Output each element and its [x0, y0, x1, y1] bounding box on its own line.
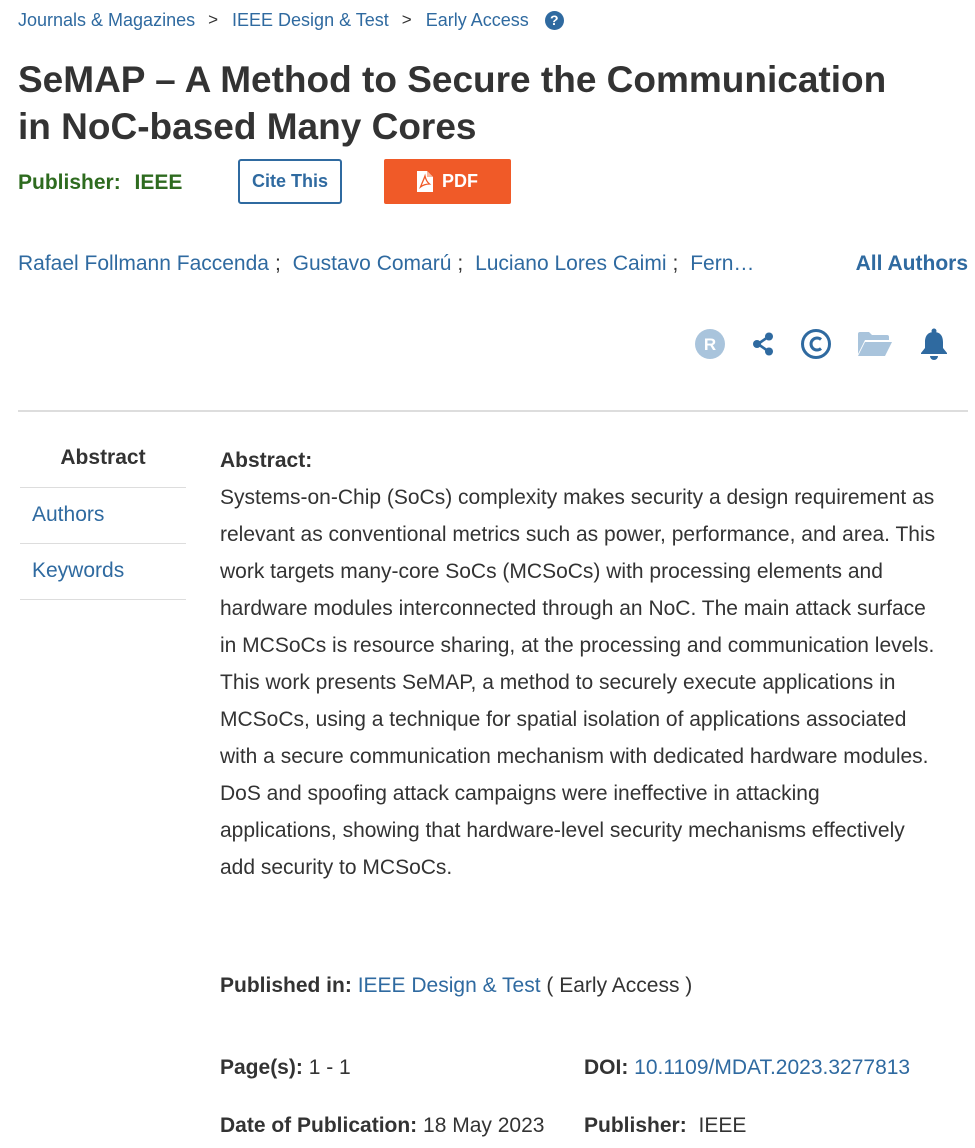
doi-label: DOI: — [584, 1056, 629, 1079]
author-separator: ; — [274, 252, 281, 275]
nav-divider — [20, 487, 186, 488]
date-value: 18 May 2023 — [423, 1114, 545, 1137]
publisher-meta — [584, 1114, 746, 1138]
doi — [584, 1056, 910, 1080]
bell-icon — [919, 328, 949, 360]
nav-item-keywords[interactable]: Keywords — [32, 559, 125, 582]
nav-item-abstract[interactable]: Abstract — [60, 446, 146, 469]
rights-r-icon — [694, 328, 726, 360]
pages — [220, 1056, 351, 1080]
doi-link[interactable]: 10.1109/MDAT.2023.3277813 — [634, 1056, 911, 1079]
published-in-note: ( Early Access ) — [546, 974, 693, 997]
publisher-info — [18, 171, 182, 195]
section-divider — [18, 410, 968, 412]
publisher-label: Publisher: — [18, 171, 121, 194]
all-authors-link[interactable]: All Authors — [855, 252, 968, 275]
nav-divider — [20, 543, 186, 544]
authors-list — [18, 251, 968, 277]
author-link[interactable]: Luciano Lores Caimi — [475, 252, 667, 275]
pdf-button-label: PDF — [442, 171, 478, 191]
author-link[interactable]: Fern… — [690, 252, 755, 275]
rights-permissions-button[interactable] — [692, 326, 728, 362]
publisher-value: IEEE — [134, 171, 183, 194]
nav-divider — [20, 599, 186, 600]
pdf-file-icon — [417, 171, 433, 192]
help-icon[interactable]: ? — [545, 11, 564, 30]
copyright-button[interactable] — [798, 326, 834, 362]
copyright-icon — [800, 328, 832, 360]
author-separator: ; — [672, 252, 679, 275]
author-link[interactable]: Gustavo Comarú — [292, 252, 452, 275]
abstract-text: Systems-on-Chip (SoCs) complexity makes security a design requirement as relevant as conventional metrics such as power, performance, and area. This work targets many-core SoCs (MCSoCs) with processing elements and hardware modules interconnected through an NoC. The main attack surface in MCSoCs is resource sharing, at the processing and communication levels. This work presents SeMAP, a method to securely execute applications in MCSoCs, using a technique for spatial isolation of applications associated with a secure communication mechanism with dedicated hardware modules. DoS and spoofing attack campaigns were ineffective in attacking applications, showing that hardware-level security mechanisms effectively add security to MCSoCs. — [220, 486, 936, 879]
date-of-publication — [220, 1114, 544, 1138]
publisher-meta-value: IEEE — [698, 1114, 747, 1137]
pages-label: Page(s): — [220, 1056, 303, 1079]
pages-value: 1 - 1 — [308, 1056, 351, 1079]
published-in-link[interactable]: IEEE Design & Test — [357, 974, 541, 997]
breadcrumb-journals-magazines[interactable]: Journals & Magazines — [18, 10, 196, 30]
nav-item-authors[interactable]: Authors — [32, 503, 105, 526]
cite-this-button[interactable]: Cite This — [238, 159, 342, 204]
share-button[interactable] — [745, 326, 781, 362]
published-in-label: Published in: — [220, 974, 352, 997]
date-label: Date of Publication: — [220, 1114, 418, 1137]
published-in — [220, 974, 692, 998]
share-icon — [750, 331, 776, 357]
breadcrumb-separator: > — [401, 10, 412, 29]
rights-r-glyph: R — [703, 335, 717, 354]
author-link[interactable]: Rafael Follmann Faccenda — [18, 252, 269, 275]
breadcrumb — [18, 9, 564, 31]
breadcrumb-early-access[interactable]: Early Access — [425, 10, 529, 30]
pdf-button[interactable] — [384, 159, 511, 204]
page-title: SeMAP – A Method to Secure the Communication in NoC-based Many Cores — [18, 59, 887, 147]
publisher-meta-label: Publisher: — [584, 1114, 687, 1137]
folder-icon — [857, 330, 893, 358]
author-separator: ; — [457, 252, 464, 275]
add-to-folder-button[interactable] — [857, 326, 893, 362]
alerts-button[interactable] — [916, 326, 952, 362]
breadcrumb-ieee-design-test[interactable]: IEEE Design & Test — [232, 10, 389, 30]
abstract-heading: Abstract: — [220, 449, 313, 472]
breadcrumb-separator: > — [208, 10, 219, 29]
